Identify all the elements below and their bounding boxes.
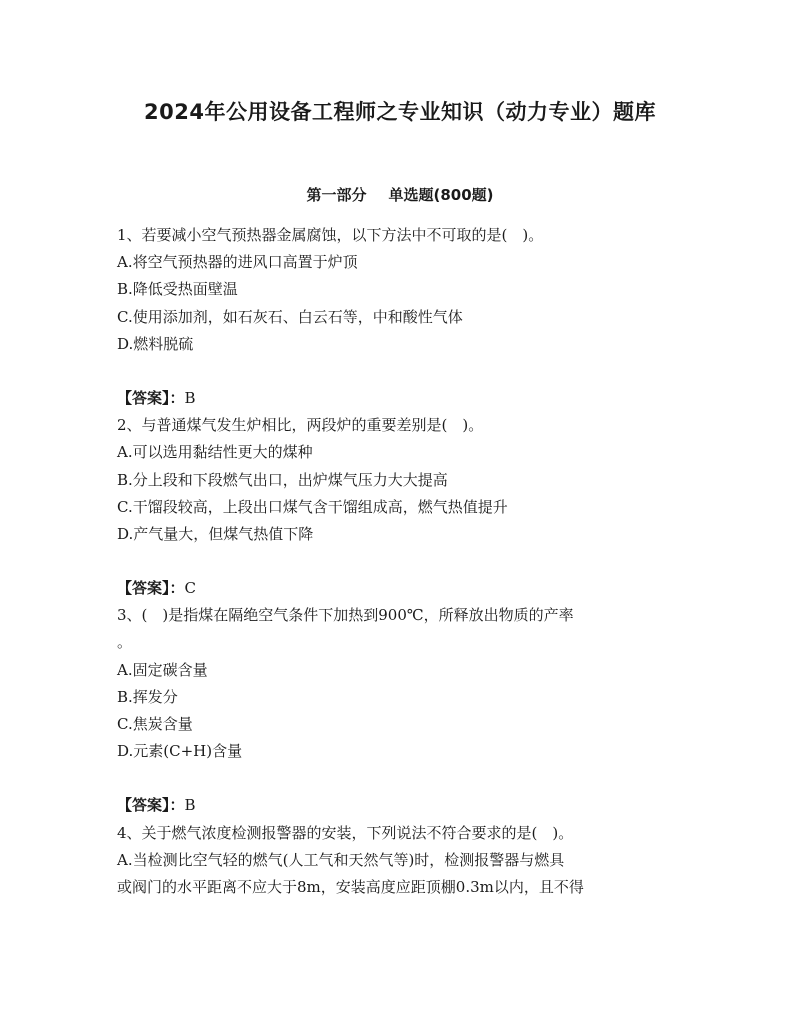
option-a: A.当检测比空气轻的燃气(人工气和天然气等)时，检测报警器与燃具: [117, 850, 565, 869]
option-b: B.挥发分: [117, 687, 178, 706]
option-c: C.使用添加剂，如石灰石、白云石等，中和酸性气体: [117, 307, 463, 326]
answer-tag: 【答案】：: [117, 579, 185, 598]
option-b: B.降低受热面壁温: [117, 280, 238, 299]
option-a-continuation: 或阀门的水平距离不应大于8m，安装高度应距顶棚0.3m以内，且不得: [117, 877, 584, 896]
answer-value: B: [184, 796, 196, 815]
option-c: C.干馏段较高，上段出口煤气含干馏组成高，燃气热值提升: [117, 497, 508, 516]
question-3: [117, 602, 687, 819]
section-part: 第一部分: [306, 186, 367, 204]
section-name: 单选题(800题): [388, 186, 494, 204]
document-title: 2024年公用设备工程师之专业知识（动力专业）题库: [144, 100, 656, 124]
option-c: C.焦炭含量: [117, 715, 193, 733]
option-a: A.固定碳含量: [117, 660, 208, 679]
question-stem: 1、若要减小空气预热器金属腐蚀，以下方法中不可取的是( )。: [117, 226, 544, 244]
answer-line: [117, 575, 687, 602]
question-stem: 3、( )是指煤在隔绝空气条件下加热到900℃，所释放出物质的产率: [117, 606, 574, 625]
option-a: A.将空气预热器的进风口高置于炉顶: [117, 253, 358, 272]
option-d: D.产气量大，但煤气热值下降: [117, 524, 314, 543]
answer-value: B: [184, 388, 196, 407]
answer-tag: 【答案】：: [117, 388, 185, 407]
option-d: D.元素(C+H)含量: [117, 742, 243, 761]
question-1: [117, 222, 687, 412]
question-2: [117, 412, 687, 602]
question-4: [117, 820, 687, 902]
answer-tag: 【答案】：: [117, 796, 185, 815]
question-stem-continuation: 。: [117, 633, 133, 652]
question-stem: 4、关于燃气浓度检测报警器的安装，下列说法不符合要求的是( )。: [117, 823, 574, 842]
section-title: [0, 184, 800, 205]
answer-value: C: [184, 579, 196, 598]
question-stem: 2、与普通煤气发生炉相比，两段炉的重要差别是( )。: [117, 416, 484, 435]
answer-line: [117, 385, 687, 412]
question-list: [117, 222, 687, 901]
option-d: D.燃料脱硫: [117, 334, 194, 353]
option-b: B.分上段和下段燃气出口，出炉煤气压力大大提高: [117, 470, 448, 489]
answer-line: [117, 792, 687, 819]
option-a: A.可以选用黏结性更大的煤种: [117, 443, 313, 462]
